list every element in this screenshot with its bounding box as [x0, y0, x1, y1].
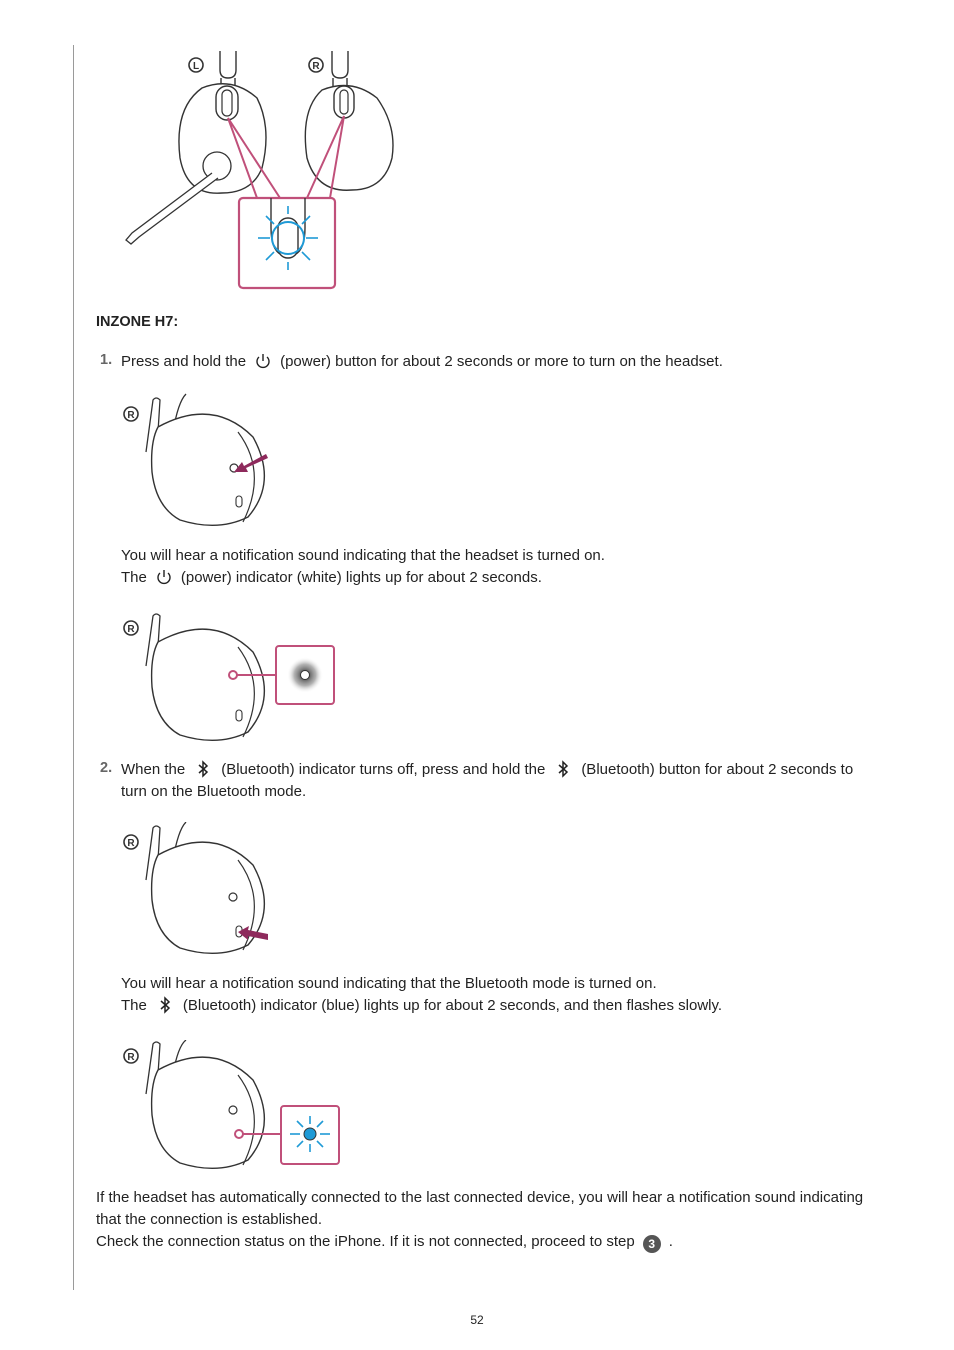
step-1-note-2: The (power) indicator (white) lights up for about 2 seconds. [121, 569, 542, 586]
bluetooth-icon [557, 760, 569, 778]
page-margin-line [73, 45, 74, 1290]
step-1-press-power-illustration [118, 392, 278, 532]
power-icon [156, 568, 172, 586]
step-1-instruction [121, 351, 723, 373]
right-label: R [312, 61, 320, 72]
page-number: 52 [470, 1313, 484, 1327]
step-2-number: 2. [100, 760, 113, 776]
headset-indicator-illustration [112, 48, 402, 293]
step-2-instruction: When the (Bluetooth) indicator turns off, press and hold the (Bluetooth) button for about 2 seconds to [121, 761, 854, 778]
step-1-number: 1. [100, 352, 113, 368]
bluetooth-icon [197, 760, 209, 778]
svg-text:R: R [127, 838, 135, 849]
step-2-press-bluetooth-illustration [118, 822, 278, 962]
step-1-text-before: Press and hold the [121, 353, 247, 370]
step-2-instruction-line2: turn on the Bluetooth mode. [121, 783, 307, 800]
footer-line-1: If the headset has automatically connected to the last connected device, you will hear a notification sound indicating [96, 1189, 864, 1206]
bluetooth-icon [159, 996, 171, 1014]
footer-line-2: that the connection is established. [96, 1211, 322, 1228]
section-heading: INZONE H7: [96, 314, 179, 330]
step-2-note-1: You will hear a notification sound indicating that the Bluetooth mode is turned on. [121, 975, 657, 992]
svg-text:R: R [127, 410, 135, 421]
step-2-note-2: The (Bluetooth) indicator (blue) lights up for about 2 seconds, and then flashes slowly. [121, 997, 723, 1014]
step-2-bluetooth-indicator-illustration [118, 1040, 348, 1175]
step-1-text-after: (power) button for about 2 seconds or more to turn on the headset. [280, 353, 723, 370]
step-1-power-indicator-illustration [118, 612, 338, 747]
footer-line-3: Check the connection status on the iPhone. If it is not connected, proceed to step 3 . [96, 1233, 673, 1251]
step-3-reference-link[interactable]: 3 [643, 1235, 661, 1253]
power-icon [255, 352, 271, 370]
left-label: L [192, 61, 200, 72]
svg-text:R: R [127, 624, 135, 635]
step-1-note-1: You will hear a notification sound indicating that the headset is turned on. [121, 547, 605, 564]
svg-text:R: R [127, 1052, 135, 1063]
